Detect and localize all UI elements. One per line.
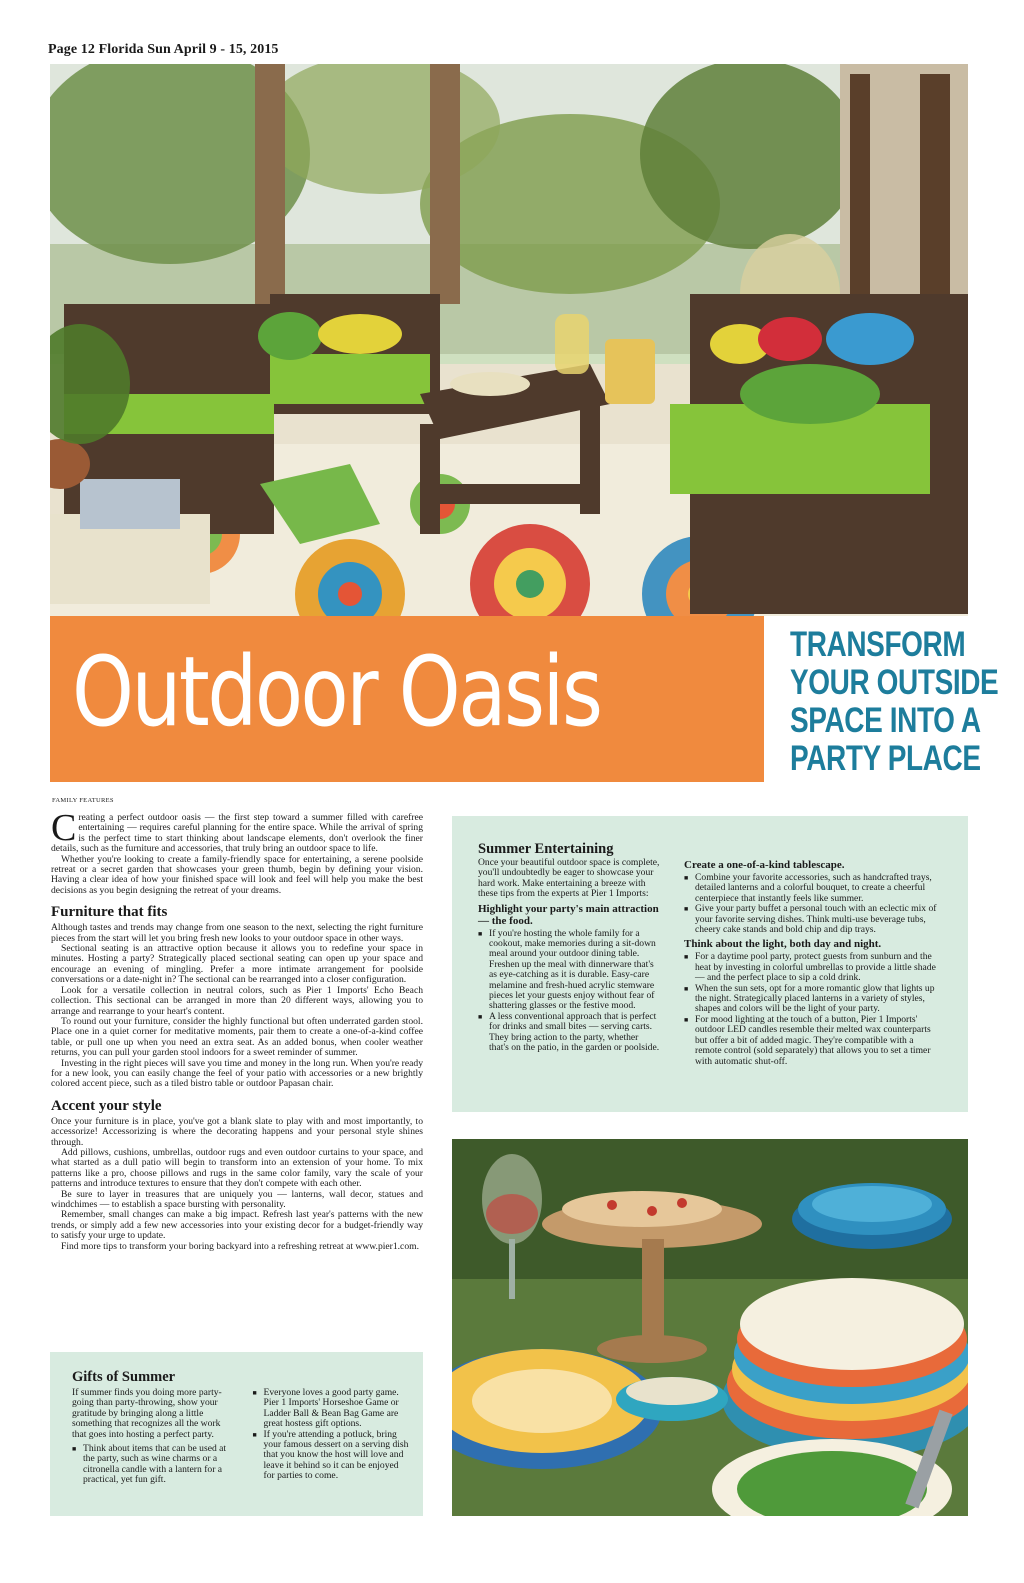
summer-subheading: Highlight your party's main attraction — the food. (478, 902, 659, 927)
gift-tip: ■ Everyone loves a good party game. Pier 1 Imports' Horseshoe Game or Ladder Ball & Bean Bag Game are great hostess gift options. (253, 1388, 410, 1430)
gift-tip: ■ If you're attending a potluck, bring your famous dessert on a serving dish that you know the host will love and leave it behind so it can be enjoyed for parties to come. (253, 1430, 410, 1482)
article-body (51, 807, 423, 1252)
summer-heading: Summer Entertaining (478, 841, 614, 857)
paragraph: Look for a versatile collection in neutral colors, such as Pier 1 Imports' Echo Beach collection. This sectional can be arranged in more than 20 different ways, allowing you to arrange and rearrange to your heart's content. (51, 984, 423, 1017)
gifts-sidebar (50, 1352, 423, 1516)
summer-tip: ■ For a daytime pool party, protect guests from sunburn and the heat by investing in colorful umbrellas to provide a little shade — and the perfect place to sip a cold drink. (684, 952, 940, 983)
subheadline (790, 625, 999, 778)
paragraph: Whether you're looking to create a family-friendly space for entertaining, a serene poolside retreat or a secret garden that showcases your green thumb, begin by defining your vision. Having a clear idea of how your finished space will look and feel will help you make the best decisions as you begin designing the retreat of your dreams. (51, 853, 423, 896)
intro-paragraph: Creating a perfect outdoor oasis — the first step toward a summer filled with carefree entertaining — requires careful planning for the entire space. While the arrival of spring is the perfect time to start thinking about landscape elements, don't overlook the finer details, such as the furniture and accessories, that truly bring an outdoor space to life. (51, 807, 423, 855)
summer-tip: ■ If you're hosting the whole family for a cookout, make memories during a sit-down meal around your outdoor dining table. Freshen up the meal with dinnerware that's as eye-catching as it is durable. Easy-care melamine and fresh-hued acrylic stemware pieces let your guests enjoy without fear of shattering glasses or the festive mood. (478, 929, 660, 1012)
summer-intro: Once your beautiful outdoor space is complete, you'll undoubtedly be eager to showcase your hard work. Make entertaining a breeze with these tips from the experts at Pier 1 Imports: (478, 857, 660, 900)
paragraph: Once your furniture is in place, you've got a blank slate to play with and most importantly, to accessorize! Accessorizing is where the decorating happens and your personal style shines through. (51, 1115, 423, 1148)
gift-tip: ■ Think about items that can be used at the party, such as wine charms or a citronella candle with a lantern for a practical, yet fun gift. (72, 1444, 229, 1486)
summer-entertaining-box (452, 816, 968, 1112)
paragraph: To round out your furniture, consider the highly functional but often underrated garden stool. Place one in a quiet corner for meditative moments, pair them to create a one-of-a-kind coffee table, or pull one up when you need an extra seat. As an added bonus, when cooler weather returns, you can pull your garden stool indoors for a sweet reminder of summer. (51, 1015, 423, 1059)
summer-tip: ■ Give your party buffet a personal touch with an eclectic mix of your favorite serving dishes. Think multi-use beverage tubs, cheery cake stands and bold chip and dip trays. (684, 904, 940, 935)
section-heading-furniture: Furniture that fits (51, 904, 168, 921)
paragraph: Sectional seating is an attractive option because it allows you to redefine your space in minutes. Hosting a party? Strategically placed sectional seating can open up your space and encourage an evening of mingling. Prefer a more intimate arrangement for poolside conversations or a date-night in? The sectional can be rearranged into a closer configuration. (51, 943, 423, 986)
byline-credit: FAMILY FEATURES (52, 797, 114, 804)
gifts-heading: Gifts of Summer (72, 1369, 176, 1385)
subhead-line: TRANSFORM (790, 625, 966, 664)
hero-photo (50, 64, 968, 616)
subhead-line: PARTY PLACE (790, 739, 981, 778)
drop-cap: C (51, 807, 77, 849)
summer-tip: ■ For mood lighting at the touch of a button, Pier 1 Imports' outdoor LED candles resemble their melted wax counterparts but offer a bit of added magic. They're compatible with a remote control (sold separately) that allows you to set a timer with automatic shut-off. (684, 1015, 940, 1067)
paragraph: Investing in the right pieces will save you time and money in the long run. When you're ready for a new look, you can easily change the feel of your patio with accessories or a new brightly colored accent piece, such as a tiled bistro table or outdoor Papasan chair. (51, 1057, 423, 1090)
section-heading-accent: Accent your style (51, 1097, 162, 1114)
paragraph: Be sure to layer in treasures that are uniquely you — lanterns, wall decor, statues and windchimes — to establish a space bursting with personality. (51, 1188, 423, 1210)
table-setting-photo (452, 1139, 968, 1516)
page-folio: Page 12 Florida Sun April 9 - 15, 2015 (48, 42, 279, 57)
summer-subheading: Think about the light, both day and night. (684, 938, 882, 951)
subhead-line: SPACE INTO A (790, 701, 981, 740)
paragraph: Find more tips to transform your boring backyard into a refreshing retreat at www.pier1.com. (61, 1240, 419, 1252)
subhead-line: YOUR OUTSIDE (790, 663, 999, 702)
summer-tip: ■ Combine your favorite accessories, such as handcrafted trays, detailed lanterns and a colorful bouquet, to create a cheerful centerpiece that instantly feels like summer. (684, 873, 940, 904)
summer-tip: ■ A less conventional approach that is perfect for drinks and small bites — serving carts. They bring action to the party, whether that's on the patio, in the garden or poolside. (478, 1012, 660, 1054)
paragraph: Add pillows, cushions, umbrellas, outdoor rugs and even outdoor curtains to your space, and what started as a dull patio will begin to transform into an extension of your home. To mix patterns like a pro, choose pillows and rugs in the same color family, vary the scale of your patterns and introduce textures to ensure that they don't compete with each other. (51, 1146, 423, 1190)
summer-tip: ■ When the sun sets, opt for a more romantic glow that lights up the night. Strategically placed lanterns in a variety of styles, shapes and colors will be the light of your party. (684, 984, 940, 1015)
gifts-intro: If summer finds you doing more party-going than party-throwing, show your gratitude by bringing along a little something that recognizes all the work that goes into hosting a perfect party. (72, 1387, 222, 1440)
summer-subheading: Create a one-of-a-kind tablescape. (684, 859, 845, 871)
title-banner (50, 616, 764, 782)
paragraph: Remember, small changes can make a big impact. Refresh last year's patterns with the new trends, or simply add a few new accessories into your existing decor for a budget-friendly way to satisfy your urge to update. (51, 1209, 423, 1242)
headline: Outdoor Oasis (72, 636, 601, 748)
paragraph: Although tastes and trends may change from one season to the next, selecting the right furniture pieces from the start will let you bring fresh new looks to your outdoor space in other ways. (51, 922, 423, 944)
